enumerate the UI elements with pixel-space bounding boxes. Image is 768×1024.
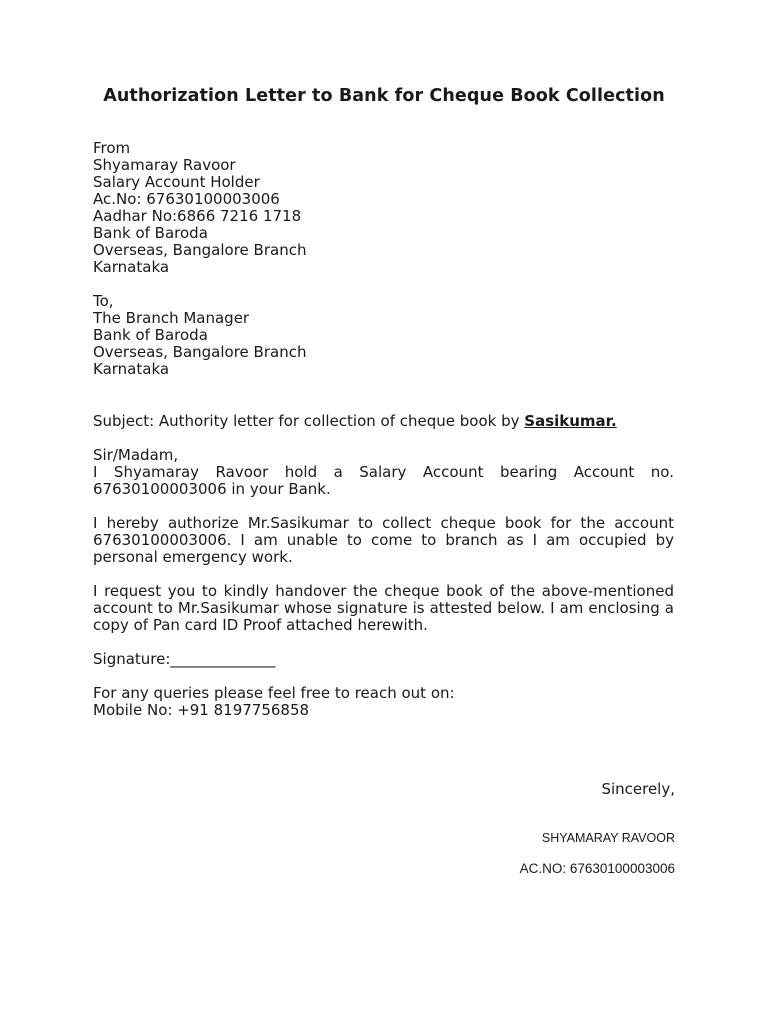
recipient-line: Overseas, Bangalore Branch (93, 343, 307, 361)
subject-line (93, 413, 675, 430)
subject-name: Sasikumar. (524, 412, 617, 430)
salutation-block (93, 447, 674, 498)
signature-line: Signature:______________ (93, 650, 276, 668)
contact-block (93, 685, 674, 719)
sender-line: Bank of Baroda (93, 224, 208, 242)
sender-line: Salary Account Holder (93, 173, 260, 191)
recipient-line: The Branch Manager (93, 309, 250, 327)
sender-address (93, 140, 675, 276)
sender-line: Shyamaray Ravoor (93, 156, 236, 174)
signer-account-number: AC.NO: 67630100003006 (519, 861, 675, 876)
from-label: From (93, 139, 131, 157)
paragraph-3: I request you to kindly handover the cheque book of the above-mentioned account to Mr.Sasikumar whose signature is attested below. I am enclosing a copy of Pan card ID Proof attached herewith. (93, 582, 674, 634)
recipient-line: Bank of Baroda (93, 326, 208, 344)
mobile-number: Mobile No: +91 8197756858 (93, 701, 310, 719)
letter-title: Authorization Letter to Bank for Cheque Book Collection (103, 86, 665, 106)
sender-line: Karnataka (93, 258, 170, 276)
recipient-address (93, 293, 675, 378)
closing-sincerely: Sincerely, (601, 780, 675, 798)
signer-name: SHYAMARAY RAVOOR (541, 831, 675, 845)
subject-prefix: Subject: Authority letter for collection of cheque book by (93, 412, 525, 430)
sender-line: Ac.No: 67630100003006 (93, 190, 280, 208)
queries-text: For any queries please feel free to reach out on: (93, 684, 455, 702)
recipient-line: Karnataka (93, 360, 170, 378)
sender-line: Overseas, Bangalore Branch (93, 241, 307, 259)
paragraph-2: I hereby authorize Mr.Sasikumar to collect cheque book for the account 67630100003006. I am unable to come to branch as I am occupied by personal emergency work. (93, 514, 674, 566)
to-label: To, (93, 292, 114, 310)
salutation: Sir/Madam, (93, 446, 179, 464)
sender-line: Aadhar No:6866 7216 1718 (93, 207, 302, 225)
paragraph-1: I Shyamaray Ravoor hold a Salary Account bearing Account no. 67630100003006 in your Bank. (93, 463, 674, 498)
